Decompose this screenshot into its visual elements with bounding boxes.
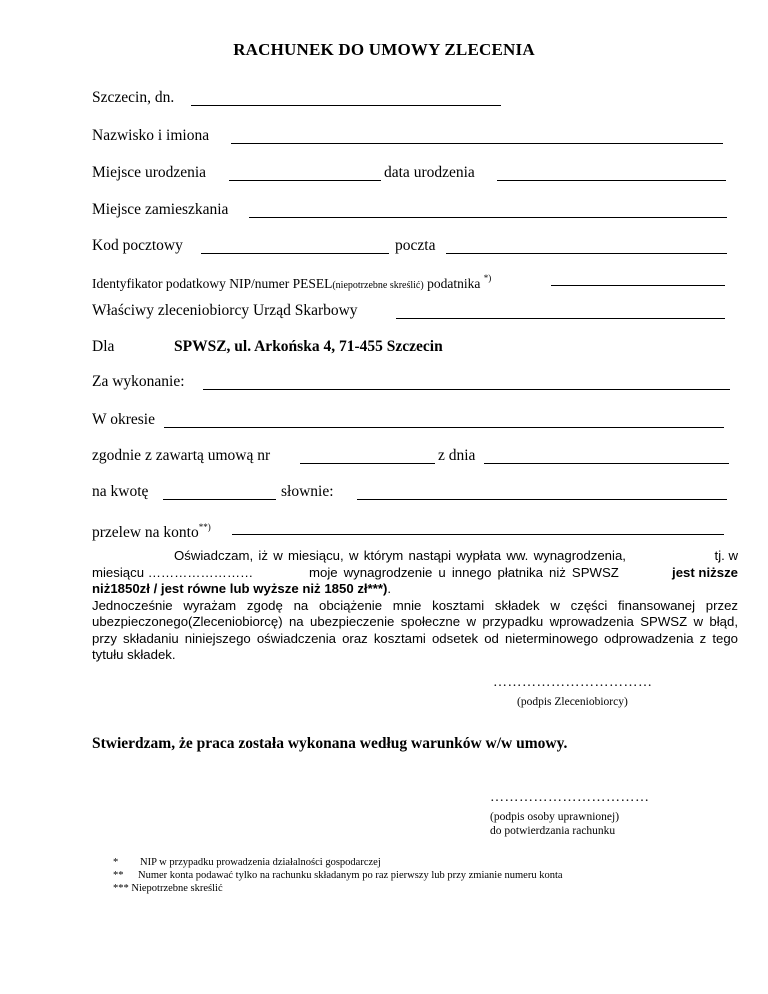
signature-uprawniona-label-2: do potwierdzania rachunku	[490, 825, 616, 837]
declaration-line-2-mid: moje wynagrodzenie u innego płatnika niż SPWSZ	[309, 564, 619, 580]
signature-uprawniona-label-1: (podpis osoby uprawnionej)	[490, 811, 620, 823]
field-slownie-line[interactable]	[357, 499, 727, 500]
label-data-urodzenia: data urodzenia	[384, 164, 475, 181]
identyfikator-note: (niepotrzebne skreślić)	[332, 280, 424, 291]
declaration-line-1-text: Oświadczam, iż w miesiącu, w którym nastąpi wypłata ww. wynagrodzenia,	[174, 548, 626, 563]
podatnika-footnote-mark: *)	[483, 273, 492, 283]
label-z-dnia: z dnia	[438, 447, 476, 464]
footnote-1	[113, 856, 381, 869]
label-w-okresie: W okresie	[92, 411, 155, 428]
confirmation-statement: Stwierdzam, że praca została wykonana według warunków w/w umowy.	[92, 735, 568, 752]
label-identyfikator	[92, 268, 491, 296]
label-kod-pocztowy: Kod pocztowy	[92, 237, 183, 254]
declaration-line-1-end: tj. w	[714, 548, 738, 563]
label-miejsce-zamieszkania: Miejsce zamieszkania	[92, 201, 229, 218]
field-nazwisko-line[interactable]	[231, 143, 723, 144]
field-poczta-line[interactable]	[446, 253, 727, 254]
footnote-1-mark: *	[113, 857, 119, 868]
field-urzad-line[interactable]	[396, 318, 725, 319]
recipient-address: SPWSZ, ul. Arkońska 4, 71-455 Szczecin	[174, 338, 443, 355]
field-kwota-line[interactable]	[163, 499, 276, 500]
label-slownie: słownie:	[281, 483, 334, 500]
label-miejsce-urodzenia: Miejsce urodzenia	[92, 164, 207, 181]
footnote-1-text: NIP w przypadku prowadzenia działalności gospodarczej	[140, 857, 381, 868]
signature-zleceniobiorcy-dots[interactable]: ……………………………	[493, 675, 653, 690]
podatnika-text: podatnika	[427, 276, 481, 291]
field-identyfikator-line[interactable]	[551, 285, 725, 286]
identyfikator-text: Identyfikator podatkowy NIP/numer PESEL	[92, 276, 333, 291]
field-date-line[interactable]	[191, 105, 501, 106]
declaration-line-2	[92, 565, 738, 582]
field-z-dnia-line[interactable]	[484, 463, 729, 464]
field-konto-line[interactable]	[232, 534, 724, 535]
footnote-3	[113, 882, 223, 895]
declaration-line-3	[92, 581, 738, 598]
field-kod-pocztowy-line[interactable]	[201, 253, 389, 254]
declaration-line-1	[92, 548, 738, 565]
footnote-3-mark: ***	[113, 883, 129, 894]
declaration-line-2-start: miesiącu ……………………	[92, 564, 254, 580]
field-za-wykonanie-line[interactable]	[203, 389, 730, 390]
label-nazwisko: Nazwisko i imiona	[92, 127, 210, 144]
declaration-line-3-bold: niż1850zł / jest równe lub wyższe niż 1850 zł***)	[92, 581, 388, 596]
label-szczecin-date: Szczecin, dn.	[92, 89, 175, 106]
footnote-2-text: Numer konta podawać tylko na rachunku składanym po raz pierwszy lub przy zmianie numeru konta	[138, 870, 563, 881]
field-w-okresie-line[interactable]	[164, 427, 724, 428]
label-za-wykonanie: Za wykonanie:	[92, 373, 185, 390]
label-przelew	[92, 517, 211, 543]
label-poczta: poczta	[395, 237, 436, 254]
declaration-line-3-end: .	[387, 581, 392, 596]
field-miejsce-zamieszkania-line[interactable]	[249, 217, 727, 218]
przelew-text: przelew na konto	[92, 524, 199, 541]
footnote-2	[113, 869, 563, 882]
label-zgodnie: zgodnie z zawartą umową nr	[92, 447, 271, 464]
declaration	[92, 548, 738, 664]
field-umowa-nr-line[interactable]	[300, 463, 435, 464]
label-dla: Dla	[92, 338, 115, 355]
label-na-kwote: na kwotę	[92, 483, 149, 500]
declaration-line-2-bold: jest niższe	[672, 564, 738, 580]
label-urzad-skarbowy: Właściwy zleceniobiorcy Urząd Skarbowy	[92, 302, 358, 319]
document-title: RACHUNEK DO UMOWY ZLECENIA	[233, 40, 535, 59]
przelew-footnote-mark: **)	[198, 522, 211, 532]
declaration-paragraph-2: Jednocześnie wyrażam zgodę na obciążenie mnie kosztami składek w części finansowanej przez ubezpieczonego(Zleceniobiorcę) na ubezpieczenie społeczne w przypadku wprowadzenia SPWSZ w błąd, przy składaniu niniejszego oświadczenia oraz kosztami odsetek od nieterminowego odprowadzenia z tego tytułu składek.	[92, 597, 738, 662]
footnote-2-mark: **	[113, 870, 124, 881]
signature-uprawniona-dots[interactable]: ……………………………	[490, 790, 650, 805]
field-data-urodzenia-line[interactable]	[497, 180, 726, 181]
field-miejsce-urodzenia-line[interactable]	[229, 180, 381, 181]
signature-uprawniona-label	[490, 810, 619, 838]
signature-zleceniobiorcy-label: (podpis Zleceniobiorcy)	[517, 696, 628, 708]
footnote-3-text: Niepotrzebne skreślić	[131, 883, 223, 894]
